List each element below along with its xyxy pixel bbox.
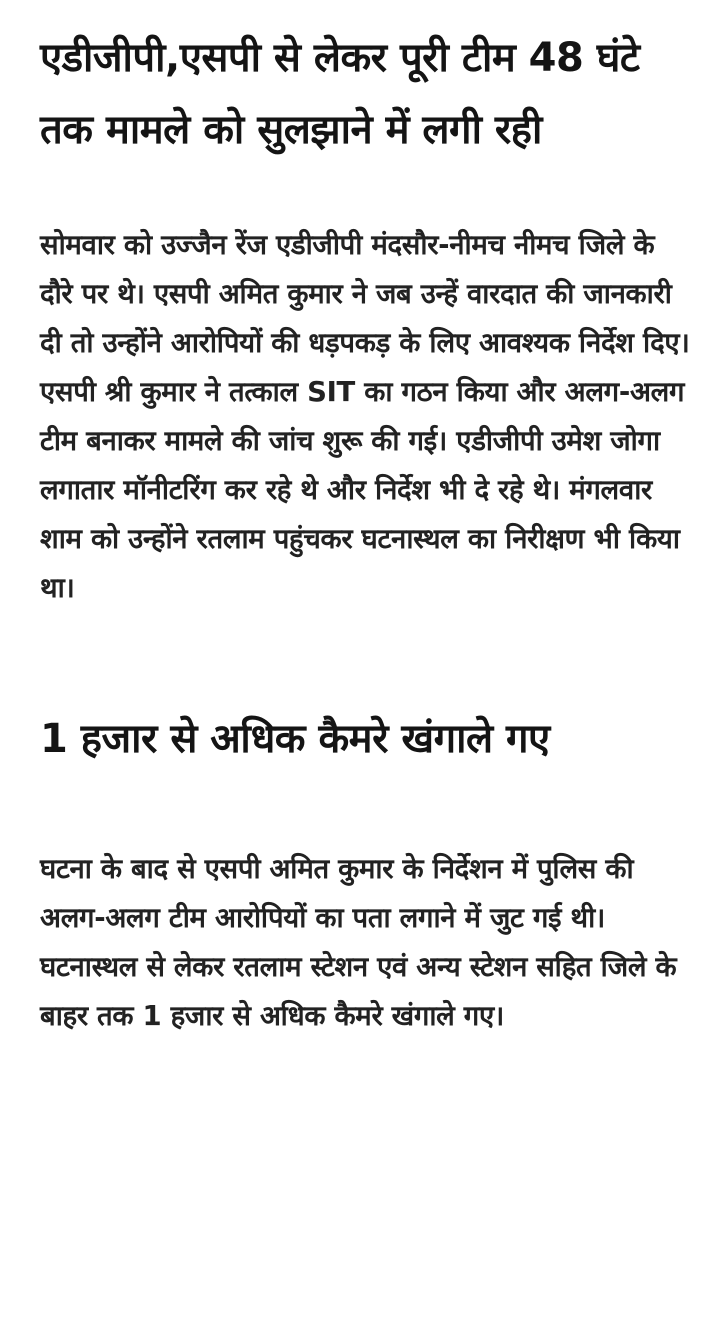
paragraph-adgp-visit: सोमवार को उज्जैन रेंज एडीजीपी मंदसौर-नीमच नीमच जिले के दौरे पर थे। एसपी अमित कुमार ने जब उन्हें वारदात की जानकारी दी तो उन्होंने आरोपियों की धड़पकड़ के लिए आवश्यक निर्देश दिए। एसपी श्री कुमार ने तत्काल SIT का गठन किया और अलग-अलग टीम बनाकर मामले की जांच शुरू की गई। एडीजीपी उमेश जोगा लगातार मॉनीटरिंग कर रहे थे और निर्देश भी दे रहे थे। मंगलवार शाम को उन्होंने रतलाम पहुंचकर घटनास्थल का निरीक्षण भी किया था। — [40, 229, 690, 604]
paragraph-camera-search: घटना के बाद से एसपी अमित कुमार के निर्देशन में पुलिस की अलग-अलग टीम आरोपियों का पता लगाने में जुट गई थी। घटनास्थल से लेकर रतलाम स्टेशन एवं अन्य स्टेशन सहित जिले के बाहर तक 1 हजार से अधिक कैमरे खंगाले गए। — [40, 853, 677, 1032]
section-heading-adgp-sp-team: एडीजीपी,एसपी से लेकर पूरी टीम 48 घंटे तक मामले को सुलझाने में लगी रही — [40, 35, 640, 153]
section-heading-cameras: 1 हजार से अधिक कैमरे खंगाले गए — [40, 716, 550, 762]
